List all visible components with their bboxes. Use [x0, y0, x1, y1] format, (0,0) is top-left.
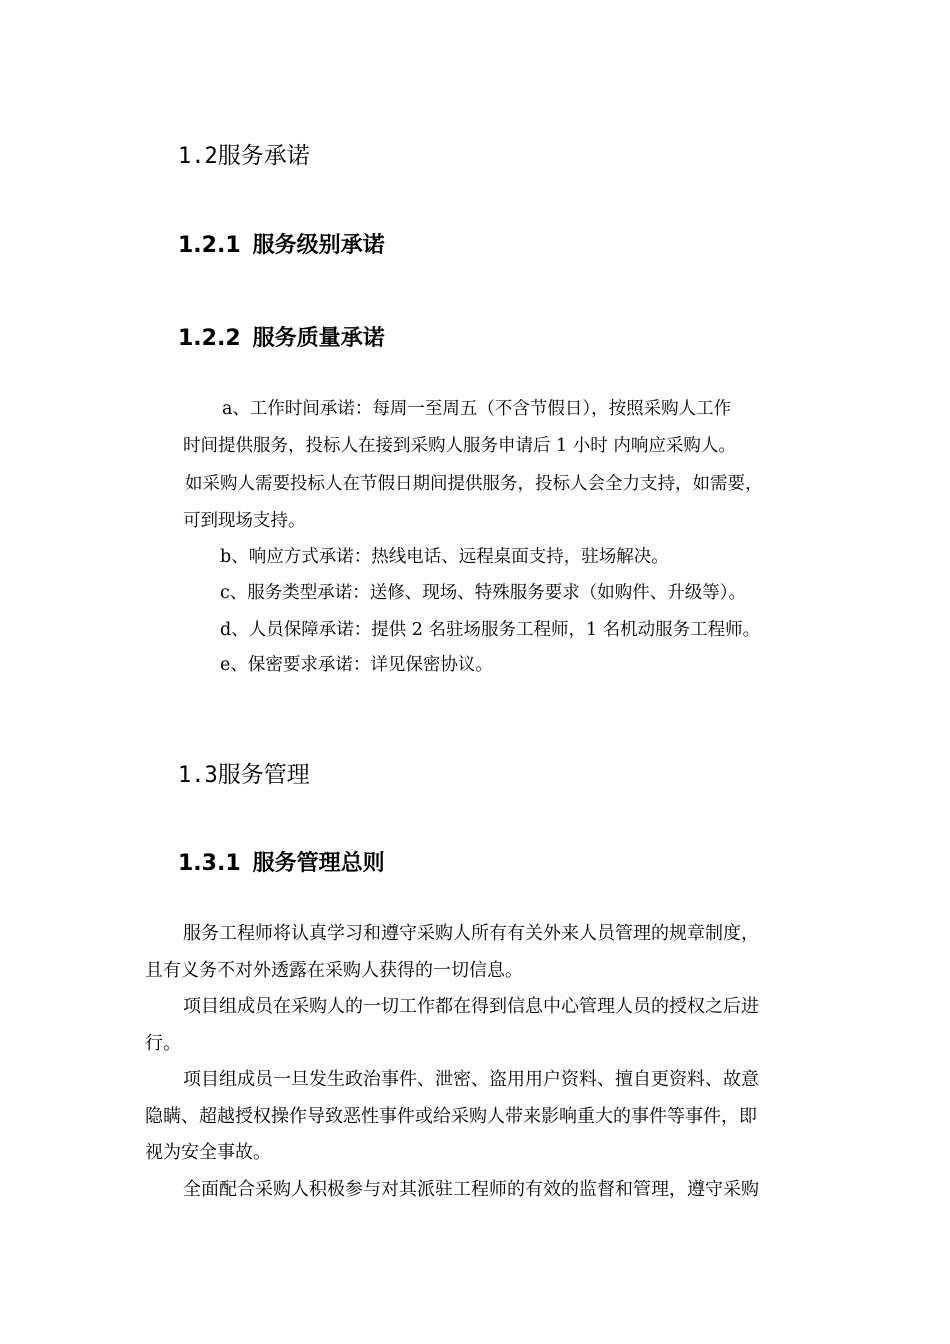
heading-number: 1.2 [178, 144, 218, 169]
paragraph-line: 隐瞒、超越授权操作导致恶性事件或给采购人带来影响重大的事件等事件，即 [145, 1106, 757, 1127]
paragraph-line: 项目组成员一旦发生政治事件、泄密、盗用用户资料、擅自更资料、故意 [183, 1069, 759, 1090]
heading-number: 1.2.2 [178, 326, 241, 351]
paragraph-line: 时间提供服务，投标人在接到采购人服务申请后 1 小时 内响应采购人。 [183, 436, 736, 456]
paragraph-line: b、响应方式承诺：热线电话、远程桌面支持，驻场解决。 [220, 547, 669, 567]
heading-1-2-1 [178, 228, 385, 259]
paragraph-line: 且有义务不对外透露在采购人获得的一切信息。 [145, 960, 523, 981]
heading-number: 1.2.1 [178, 233, 241, 258]
heading-number: 1.3 [178, 763, 218, 788]
paragraph-line: 可到现场支持。 [183, 511, 306, 531]
paragraph-line: 全面配合采购人积极参与对其派驻工程师的有效的监督和管理，遵守采购 [183, 1179, 759, 1200]
paragraph-line: 视为安全事故。 [145, 1142, 271, 1163]
paragraph-line: 服务工程师将认真学习和遵守采购人所有有关外来人员管理的规章制度， [183, 923, 759, 944]
paragraph-line: d、人员保障承诺：提供 2 名驻场服务工程师，1 名机动服务工程师。 [220, 620, 761, 640]
heading-title: 服务质量承诺 [252, 326, 385, 351]
heading-1-3-1 [178, 846, 385, 877]
paragraph-line: c、服务类型承诺：送修、现场、特殊服务要求（如购件、升级等）。 [220, 583, 747, 603]
heading-1-3 [178, 756, 310, 789]
paragraph-line: e、保密要求承诺：详见保密协议。 [220, 655, 493, 675]
heading-number: 1.3.1 [178, 851, 241, 876]
paragraph-line: 项目组成员在采购人的一切工作都在得到信息中心管理人员的授权之后进 [183, 996, 759, 1017]
heading-title: 服务管理总则 [252, 851, 385, 876]
paragraph-line: a、工作时间承诺：每周一至周五（不含节假日），按照采购人工作 [222, 399, 732, 419]
heading-1-2-2 [178, 321, 385, 352]
paragraph-line: 如采购人需要投标人在节假日期间提供服务，投标人会全力支持，如需要， [185, 474, 763, 494]
heading-title: 服务级别承诺 [252, 233, 385, 258]
heading-title: 服务承诺 [217, 143, 310, 169]
heading-1-2 [178, 137, 310, 170]
heading-title: 服务管理 [217, 762, 310, 788]
paragraph-line: 行。 [145, 1033, 181, 1054]
